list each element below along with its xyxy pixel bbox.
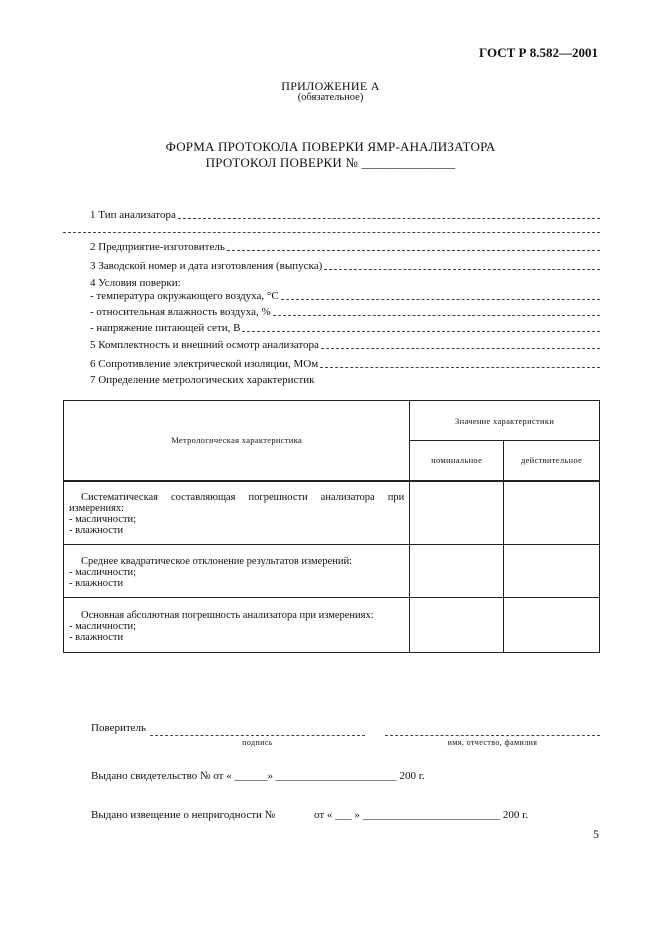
characteristic-text: Систематическая составляющая погрешности анализатора при измерениях: — [69, 491, 405, 514]
serial-date-field[interactable] — [324, 259, 600, 270]
item-temperature — [90, 289, 600, 302]
characteristic-sub: - масличности; — [69, 566, 137, 578]
header-nominal: номинальное — [410, 441, 504, 481]
voltage-field[interactable] — [242, 321, 600, 332]
protocol-title — [0, 155, 661, 171]
notice-date[interactable]: от « ___ » _________________________ 200 г. — [314, 809, 529, 821]
verifier-label: Поверитель — [91, 722, 147, 734]
item-conditions: 4 Условия поверки: — [90, 277, 181, 289]
item-voltage — [90, 321, 600, 334]
item-label: 6 Сопротивление электрической изоляции, МОм — [90, 358, 319, 370]
item-serial-date — [90, 259, 600, 272]
analyzer-type-field[interactable] — [178, 208, 600, 219]
manufacturer-field[interactable] — [227, 240, 600, 251]
characteristic-sub: - масличности; — [69, 513, 137, 525]
item-humidity — [90, 305, 600, 318]
certificate-line[interactable]: Выдано свидетельство № от « ______» ______________________ 200 г. — [91, 770, 425, 782]
item-metrology: 7 Определение метрологических характеристик — [90, 374, 315, 386]
analyzer-type-continuation-field[interactable] — [63, 231, 600, 233]
item-label: 1 Тип анализатора — [90, 209, 176, 221]
item-label: - напряжение питающей сети, В — [90, 322, 241, 334]
signature-caption: подпись — [242, 738, 273, 747]
nominal-value-cell[interactable] — [410, 481, 504, 545]
item-insulation — [90, 357, 600, 370]
table-row — [64, 545, 600, 598]
characteristic-cell — [64, 545, 410, 598]
item-manufacturer — [90, 240, 600, 253]
signature-field[interactable] — [150, 734, 365, 736]
appendix-title: ПРИЛОЖЕНИЕ А — [281, 79, 380, 93]
actual-value-cell[interactable] — [504, 545, 600, 598]
header-actual: действительное — [504, 441, 600, 481]
characteristic-cell — [64, 481, 410, 545]
item-label: 2 Предприятие-изготовитель — [90, 241, 225, 253]
characteristic-text: Среднее квадратическое отклонение результатов измерений: — [81, 555, 353, 567]
name-field[interactable] — [385, 734, 600, 736]
table-row — [64, 481, 600, 545]
item-analyzer-type — [90, 208, 600, 221]
appendix-subtitle: (обязательное) — [297, 92, 364, 103]
completeness-field[interactable] — [321, 338, 600, 349]
characteristic-sub: - влажности — [69, 631, 124, 643]
insulation-field[interactable] — [320, 357, 600, 368]
item-label: - температура окружающего воздуха, °С — [90, 290, 279, 302]
header-value: Значение характеристики — [410, 401, 600, 441]
characteristic-cell — [64, 598, 410, 653]
characteristic-sub: - влажности — [69, 577, 124, 589]
actual-value-cell[interactable] — [504, 481, 600, 545]
characteristic-sub: - масличности; — [69, 620, 137, 632]
protocol-number-blank[interactable]: ______________ — [361, 155, 456, 170]
table-row — [64, 598, 600, 653]
page-number: 5 — [593, 827, 599, 841]
item-completeness — [90, 338, 600, 351]
humidity-field[interactable] — [273, 305, 600, 316]
nominal-value-cell[interactable] — [410, 545, 504, 598]
characteristic-sub: - влажности — [69, 524, 124, 536]
notice-line[interactable]: Выдано извещение о непригодности № — [91, 809, 276, 821]
name-caption: имя, отчество, фамилия — [447, 738, 538, 747]
standard-number: ГОСТ Р 8.582—2001 — [479, 45, 598, 60]
form-title: ФОРМА ПРОТОКОЛА ПОВЕРКИ ЯМР-АНАЛИЗАТОРА — [165, 139, 496, 154]
item-label: 5 Комплектность и внешний осмотр анализатора — [90, 339, 319, 351]
item-label: 3 Заводской номер и дата изготовления (выпуска) — [90, 260, 323, 272]
actual-value-cell[interactable] — [504, 598, 600, 653]
nominal-value-cell[interactable] — [410, 598, 504, 653]
metrology-table — [63, 400, 600, 653]
header-characteristic: Метрологическая характеристика — [64, 401, 410, 481]
item-label: - относительная влажность воздуха, % — [90, 306, 271, 318]
protocol-label: ПРОТОКОЛ ПОВЕРКИ № — [205, 155, 359, 170]
characteristic-text: Основная абсолютная погрешность анализатора при измерениях: — [81, 609, 374, 621]
temperature-field[interactable] — [281, 289, 600, 300]
